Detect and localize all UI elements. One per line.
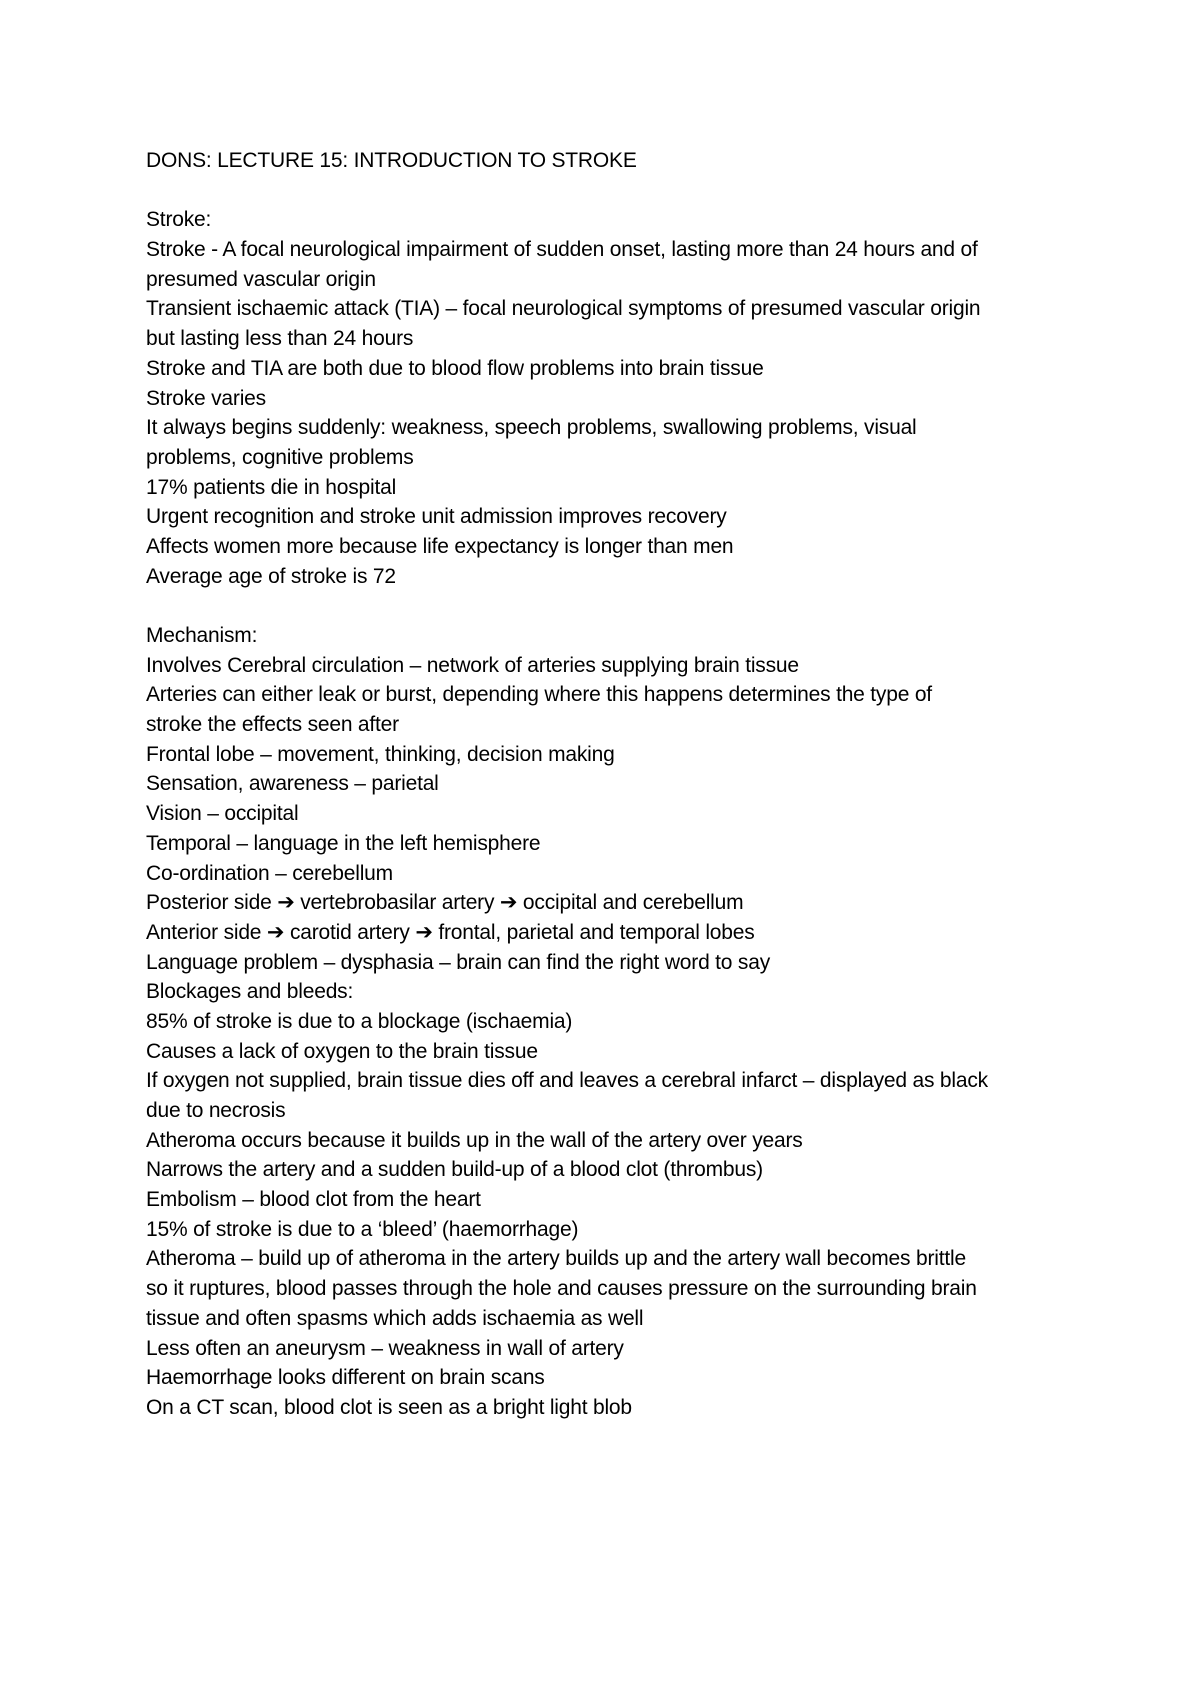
- text-line: 17% patients die in hospital: [146, 475, 397, 499]
- section-mechanism: [146, 621, 1076, 1423]
- text-line: Haemorrhage looks different on brain scans: [146, 1366, 545, 1390]
- text-line: Temporal – language in the left hemisphere: [146, 831, 541, 855]
- text-line: Atheroma occurs because it builds up in the wall of the artery over years: [146, 1128, 803, 1152]
- text-line: 85% of stroke is due to a blockage (ischaemia): [146, 1009, 573, 1033]
- text-line: Average age of stroke is 72: [146, 564, 396, 588]
- text-line: presumed vascular origin: [146, 267, 376, 291]
- text-line: Posterior side ➔ vertebrobasilar artery ➔ occipital and cerebellum: [146, 891, 744, 915]
- text-line: problems, cognitive problems: [146, 445, 414, 469]
- text-line: tissue and often spasms which adds ischaemia as well: [146, 1306, 644, 1330]
- text-line: Causes a lack of oxygen to the brain tissue: [146, 1039, 538, 1063]
- text-line: Involves Cerebral circulation – network of arteries supplying brain tissue: [146, 653, 799, 677]
- text-line: Vision – occipital: [146, 802, 299, 826]
- text-line: Embolism – blood clot from the heart: [146, 1188, 481, 1212]
- text-line: Stroke - A focal neurological impairment of sudden onset, lasting more than 24 hours and of: [146, 238, 978, 262]
- text-line: due to necrosis: [146, 1099, 286, 1122]
- section-stroke: [146, 205, 1076, 591]
- text-line: 15% of stroke is due to a ‘bleed’ (haemorrhage): [146, 1217, 579, 1241]
- text-line: Less often an aneurysm – weakness in wall of artery: [146, 1336, 624, 1360]
- text-line: Co-ordination – cerebellum: [146, 861, 393, 885]
- text-line: It always begins suddenly: weakness, speech problems, swallowing problems, visual: [146, 416, 917, 440]
- blank-line: [146, 591, 1076, 621]
- section-heading: Stroke:: [146, 208, 212, 232]
- text-line: Arteries can either leak or burst, depending where this happens determines the type of: [146, 683, 932, 707]
- text-line: Stroke varies: [146, 386, 266, 410]
- text-line: Urgent recognition and stroke unit admission improves recovery: [146, 505, 727, 529]
- text-line: Blockages and bleeds:: [146, 980, 354, 1004]
- text-line: Atheroma – build up of atheroma in the artery builds up and the artery wall becomes brittle: [146, 1247, 966, 1271]
- text-line: Affects women more because life expectancy is longer than men: [146, 534, 734, 558]
- text-line: Anterior side ➔ carotid artery ➔ frontal, parietal and temporal lobes: [146, 920, 755, 944]
- text-line: Sensation, awareness – parietal: [146, 772, 439, 796]
- text-line: Stroke and TIA are both due to blood flow problems into brain tissue: [146, 356, 764, 380]
- document-title: DONS: LECTURE 15: INTRODUCTION TO STROKE: [146, 149, 637, 172]
- text-line: stroke the effects seen after: [146, 713, 399, 737]
- text-line: Language problem – dysphasia – brain can find the right word to say: [146, 950, 771, 974]
- text-line: Transient ischaemic attack (TIA) – focal neurological symptoms of presumed vascular origin: [146, 297, 981, 321]
- text-line: Narrows the artery and a sudden build-up of a blood clot (thrombus): [146, 1158, 763, 1182]
- section-heading: Mechanism:: [146, 624, 258, 647]
- document-page: [146, 146, 1076, 1423]
- text-line: On a CT scan, blood clot is seen as a bright light blob: [146, 1395, 632, 1419]
- blank-line: [146, 176, 1076, 206]
- text-line: so it ruptures, blood passes through the hole and causes pressure on the surrounding brain: [146, 1277, 977, 1301]
- text-line: Frontal lobe – movement, thinking, decision making: [146, 742, 615, 766]
- text-line: If oxygen not supplied, brain tissue dies off and leaves a cerebral infarct – displayed as black: [146, 1069, 988, 1093]
- text-line: but lasting less than 24 hours: [146, 327, 414, 351]
